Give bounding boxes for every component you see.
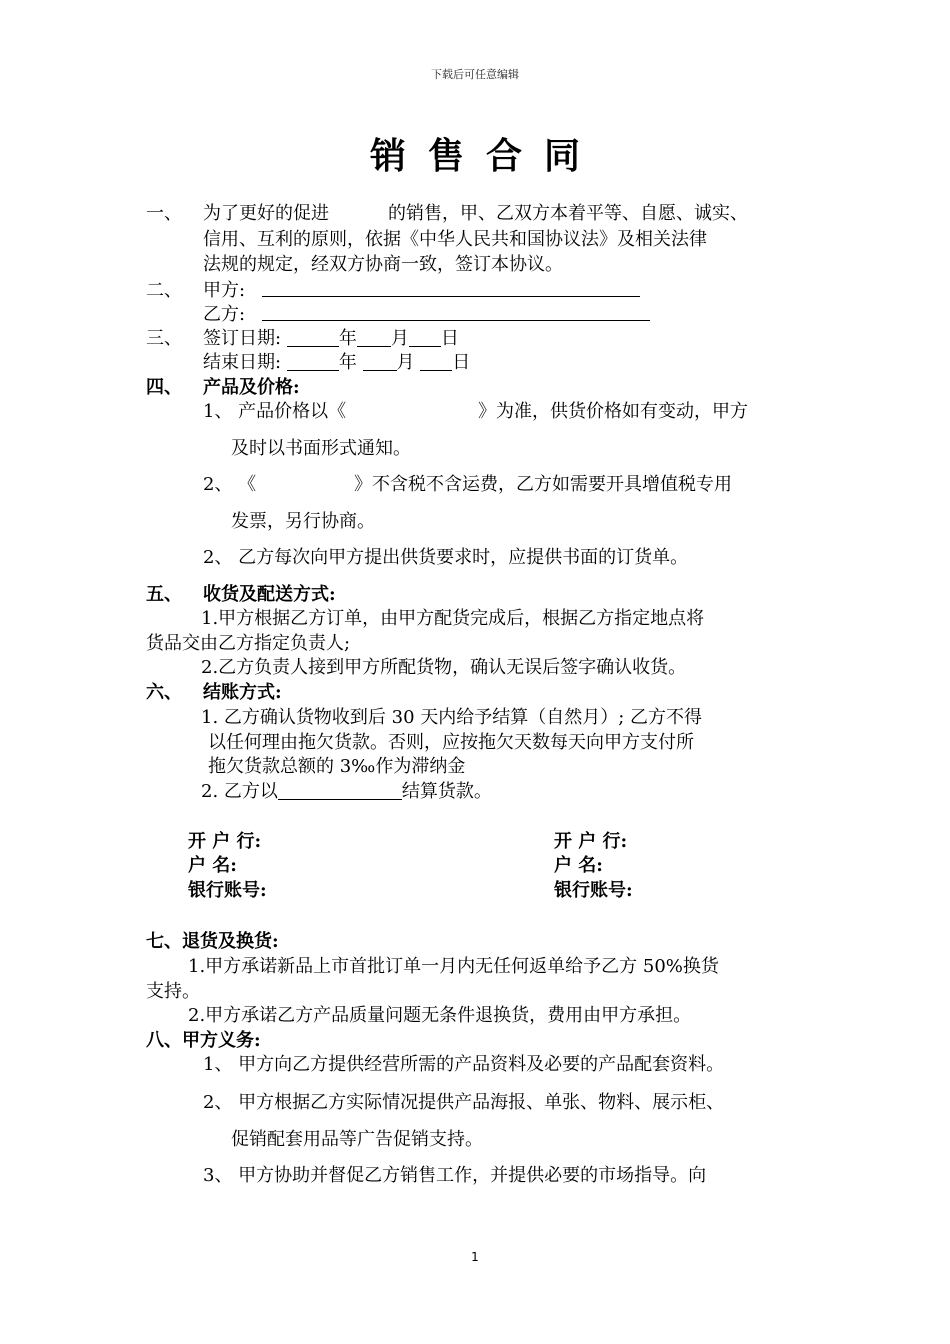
section-4-number: 四、 xyxy=(146,377,182,398)
sign-month-blank[interactable] xyxy=(357,328,391,347)
section-1-line-1a: 为了更好的促进 xyxy=(203,203,329,224)
end-date-row xyxy=(203,351,470,375)
payment-method-suffix: 结算货款。 xyxy=(401,781,492,802)
section-5-number: 五、 xyxy=(146,584,182,605)
party-a-account-name-label: 户 名: xyxy=(188,855,237,876)
party-a-bank-label: 开 户 行: xyxy=(188,831,262,852)
end-date-label: 结束日期: xyxy=(203,352,282,373)
section-8-item-2a: 2、 甲方根据乙方实际情况提供产品海报、单张、物料、展示柜、 xyxy=(203,1092,725,1113)
section-4-item-1c: 及时以书面形式通知。 xyxy=(231,438,411,459)
sign-day-blank[interactable] xyxy=(409,328,441,347)
section-5-heading: 收货及配送方式: xyxy=(203,584,336,605)
day-label: 日 xyxy=(452,352,471,373)
section-7-line-1: 1.甲方承诺新品上市首批订单一月内无任何返单给予乙方 50%换货 xyxy=(188,956,719,977)
section-6-number: 六、 xyxy=(146,682,182,703)
section-4-item-1b: 》为准，供货价格如有变动，甲方 xyxy=(478,401,748,422)
party-b-account-number-label: 银行账号: xyxy=(554,880,633,901)
year-label: 年 xyxy=(338,328,357,349)
section-4-heading: 产品及价格: xyxy=(203,377,300,398)
section-7-line-3: 2.甲方承诺乙方产品质量问题无条件退换货，费用由甲方承担。 xyxy=(188,1005,692,1026)
payment-method-label: 2. 乙方以 xyxy=(201,781,278,802)
section-5-line-2: 货品交由乙方指定负责人; xyxy=(146,633,351,654)
section-4-item-2b: 》不含税不含运费，乙方如需要开具增值税专用 xyxy=(354,474,732,495)
day-label: 日 xyxy=(440,328,459,349)
year-label: 年 xyxy=(338,352,357,373)
section-7-line-2: 支持。 xyxy=(146,981,200,1002)
section-4-item-2a: 2、 《 xyxy=(203,474,257,495)
month-label: 月 xyxy=(396,352,415,373)
section-8-item-1: 1、 甲方向乙方提供经营所需的产品资料及必要的产品配套资料。 xyxy=(203,1054,725,1075)
party-b-bank-label: 开 户 行: xyxy=(554,831,628,852)
party-a-label: 甲方: xyxy=(203,280,246,301)
page-number: 1 xyxy=(471,1250,479,1264)
section-1-line-3: 法规的规定，经双方协商一致，签订本协议。 xyxy=(203,254,563,275)
section-4-item-2c: 发票，另行协商。 xyxy=(231,511,375,532)
document-title: 销售合同 xyxy=(369,135,602,177)
section-8-item-2b: 促销配套用品等广告促销支持。 xyxy=(231,1129,483,1150)
section-3-number: 三、 xyxy=(146,328,182,349)
sign-year-blank[interactable] xyxy=(287,328,339,347)
payment-method-blank[interactable] xyxy=(278,781,402,800)
section-8-item-3: 3、 甲方协助并督促乙方销售工作，并提供必要的市场指导。向 xyxy=(203,1165,707,1186)
section-1-number: 一、 xyxy=(146,203,182,224)
party-b-blank[interactable] xyxy=(262,320,650,321)
section-1-line-2: 信用、互利的原则，依据《中华人民共和国协议法》及相关法律 xyxy=(203,229,707,250)
section-1-line-1b: 的销售，甲、乙双方本着平等、自愿、诚实、 xyxy=(388,203,748,224)
party-b-account-name-label: 户 名: xyxy=(554,855,603,876)
month-label: 月 xyxy=(390,328,409,349)
sign-date-row xyxy=(203,327,459,351)
header-note: 下载后可任意编辑 xyxy=(431,68,519,81)
section-6-line-3: 拖欠货款总额的 3‰作为滞纳金 xyxy=(208,756,466,777)
section-6-line-4 xyxy=(201,780,492,804)
section-8-heading: 八、甲方义务: xyxy=(146,1030,261,1051)
end-month-blank[interactable] xyxy=(363,352,397,371)
section-4-item-1a: 1、 产品价格以《 xyxy=(203,401,347,422)
end-day-blank[interactable] xyxy=(420,352,452,371)
section-2-number: 二、 xyxy=(146,280,182,301)
section-6-line-1: 1. 乙方确认货物收到后 30 天内给予结算（自然月）; 乙方不得 xyxy=(201,707,703,728)
party-b-label: 乙方: xyxy=(203,304,246,325)
section-4-item-3: 2、 乙方每次向甲方提出供货要求时，应提供书面的订货单。 xyxy=(203,547,689,568)
section-7-heading: 七、退货及换货: xyxy=(146,931,279,952)
section-5-line-3: 2.乙方负责人接到甲方所配货物，确认无误后签字确认收货。 xyxy=(201,657,687,678)
end-year-blank[interactable] xyxy=(287,352,339,371)
section-5-line-1: 1.甲方根据乙方订单，由甲方配货完成后，根据乙方指定地点将 xyxy=(201,608,705,629)
party-a-account-number-label: 银行账号: xyxy=(188,880,267,901)
party-a-blank[interactable] xyxy=(262,296,640,297)
sign-date-label: 签订日期: xyxy=(203,328,282,349)
section-6-line-2: 以任何理由拖欠货款。否则，应按拖欠天数每天向甲方支付所 xyxy=(208,732,694,753)
section-6-heading: 结账方式: xyxy=(203,682,282,703)
